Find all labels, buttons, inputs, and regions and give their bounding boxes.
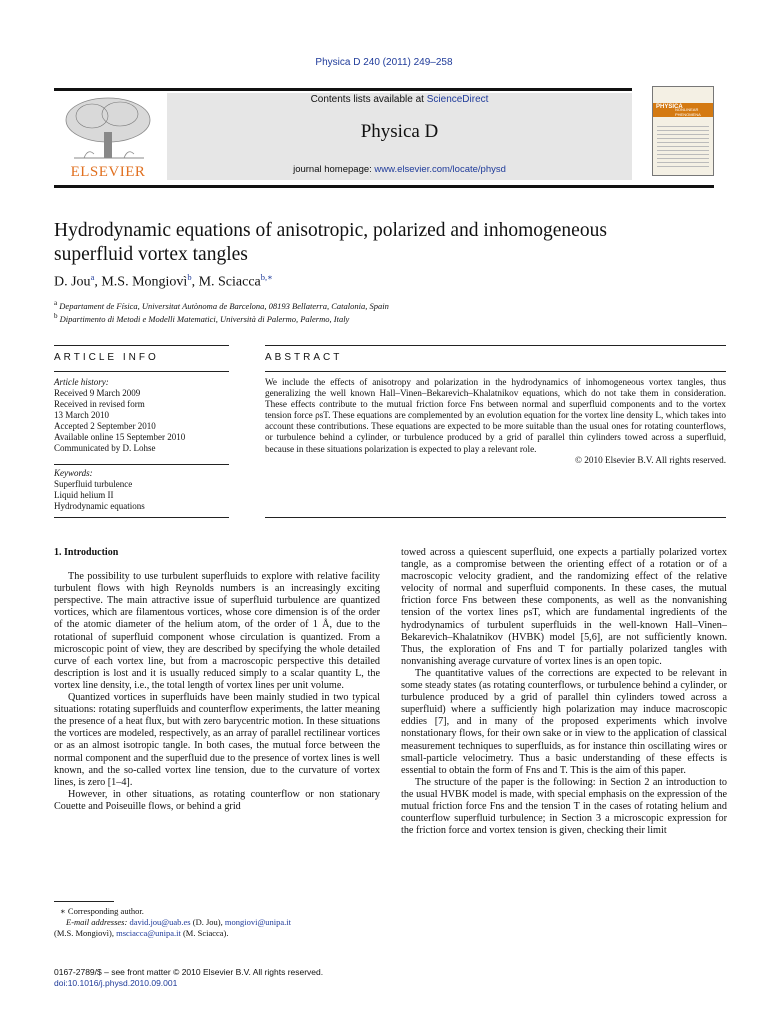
body-paragraph: Quantized vortices in superfluids have been mainly studied in two typical situations: rotating superfluids and counterflow experiments, the latter meaning the presence of a heat flux, but with zero barycentric motion. In these situations the vortices are modeled, respectively, as an array of parallel rectilinear vortices or as an almost isotropic tangle. In both cases, the mutual force between the normal component and the superfluid due to the presence of vortex lines is well known, and the so-called vortex line tension, due to the curvature of vortex lines, is zero [1–4]. [54, 692, 380, 788]
author-separator: , [94, 274, 102, 290]
history-entry: 13 March 2010 [54, 410, 109, 420]
keyword: Hydrodynamic equations [54, 501, 145, 511]
author-affiliation-mark[interactable]: b [187, 272, 192, 282]
corresponding-author-note: ∗ Corresponding author. [60, 906, 144, 916]
body-paragraph: However, in other situations, as rotating counterflow or non stationary Couette and Poiseuille flows, or behind a grid [54, 788, 380, 812]
body-paragraph: towed across a quiescent superfluid, one expects a partially polarized vortex tangle, as a compromise between the orienting effect of a rotation or of a macroscopic velocity gradient, and the randomizing effect of the relative velocity of normal and superfluid components. In these cases, the mutual friction force Fns between these components, as well as the nonvanishing tension of the vortex lines ρsT, which are fundamental ingredients of the hydrodynamics of turbulent superfluids in the well-known Hall–Vinen–Bekarevich–Khalatnikov (HVBK) model [5,6], are not sufficiently known. Thus, the exploration of Fns and T for partially polarized tangles with nonvanishing average curvature of vortex lines is an open topic. [401, 547, 727, 667]
email-line [54, 917, 384, 928]
abstract-top-rule [265, 345, 726, 346]
keyword: Liquid helium II [54, 490, 114, 500]
abstract-body [265, 377, 726, 466]
history-entry: Received 9 March 2009 [54, 388, 141, 398]
email-owner: (D. Jou), [190, 917, 225, 927]
author-list [54, 272, 714, 291]
email-label: E-mail addresses: [66, 917, 128, 927]
article-title-line-1: Hydrodynamic equations of anisotropic, polarized and inhomogeneous [54, 220, 607, 241]
keywords-label: Keywords: [54, 468, 93, 478]
author-name: M. Sciacca [198, 274, 261, 290]
affiliation-a [54, 299, 714, 311]
email-owner: (M. Sciacca). [180, 928, 229, 938]
abstract-copyright: © 2010 Elsevier B.V. All rights reserved. [575, 454, 726, 465]
keyword: Superfluid turbulence [54, 479, 133, 489]
email-link[interactable]: david.jou@uab.es [129, 917, 191, 927]
author-name: D. Jou [54, 274, 91, 290]
cover-subtitle: NONLINEAR PHENOMENA [675, 107, 701, 117]
history-entry: Available online 15 September 2010 [54, 432, 186, 442]
author-affiliation-mark[interactable]: a [90, 272, 95, 282]
masthead-bottom-rule [54, 185, 714, 188]
article-info-heading: ARTICLE INFO [54, 352, 159, 363]
author-separator: , [191, 274, 199, 290]
footnotes [54, 906, 384, 939]
body-left-column [54, 547, 380, 813]
article-title-line-2: superfluid vortex tangles [54, 244, 248, 265]
cover-title: PHYSICA [656, 104, 683, 110]
publisher-logo-text: ELSEVIER [70, 164, 146, 180]
body-paragraph: The structure of the paper is the following: in Section 2 an introduction to the usual HVBK model is made, with special emphasis on the expression of the mutual friction force Fns and the tension T in the cases of rotating helium and counterflow superfluid turbulence; in Section 3 a microscopic expression for the friction force and vortex tension is given, checking their limit [401, 776, 727, 837]
affiliation-text: Departament de Física, Universitat Autònoma de Barcelona, 08193 Bellaterra, Catalonia, Spain [59, 300, 389, 311]
journal-title: Physica D [360, 121, 439, 142]
homepage-prefix: journal homepage: [293, 164, 375, 175]
article-info-top-rule [54, 345, 229, 346]
email-line [54, 928, 384, 939]
abstract-bottom-rule [265, 517, 726, 518]
history-entry: Received in revised form [54, 399, 145, 409]
author-affiliation-mark[interactable]: b,∗ [260, 272, 273, 282]
footnote-rule [54, 901, 114, 902]
contents-prefix: Contents lists available at [310, 94, 427, 105]
history-entry: Accepted 2 September 2010 [54, 421, 156, 431]
journal-cover-thumbnail[interactable] [652, 86, 714, 176]
abstract-text: We include the effects of anisotropy and polarization in the hydrodynamics of inhomogeneous vortex tangles, thus generalizing the well known Hall–Vinen–Bekarevich–Khalatnikov equations, which do not take them in consideration. These effects contribute to the mutual friction force Fns between normal and superfluid components and to the vortex tension force ρsT. These equations are complemented by an evolution equation for the vortex line density L, which takes into account these contributions. These equations are expected to be more suitable than the usual ones for rotating counterflows, or turbulence behind a cylinder, or turbulence produced by a grid of parallel thin cylinders towed across a superfluid, because in these situations polarization is expected to play a relevant role. [265, 377, 726, 454]
body-right-column [401, 547, 727, 837]
doi-link[interactable]: doi:10.1016/j.physd.2010.09.001 [54, 978, 178, 988]
body-paragraph: The possibility to use turbulent superfluids to explore with relative facility turbulent flows with high Reynolds numbers is an increasingly exciting perspective. The main attractive issue of superfluid turbulence are quantized vortices, which are filamentous vortices, whose core dimension is of the order of the atomic diameter of the helium atom, of the order of 1 Å, due to the rotational of superfluid component whose circulation is quantized. From a microscopic point of view, they are described by specifying the whole detailed curve of each vortex line, but from a macroscopic perspective this detailed description is lost and it is usually reduced simply to a scalar quantity L, the vortex line density, i.e., the total length of vortex lines per unit volume. [54, 571, 380, 691]
masthead-top-rule [54, 88, 632, 91]
email-owner: (M.S. Mongiovì), [54, 928, 117, 938]
affiliation-b [54, 312, 714, 324]
history-entry: Communicated by D. Lohse [54, 443, 156, 453]
email-link[interactable]: msciacca@unipa.it [116, 928, 181, 938]
article-title [54, 219, 714, 267]
abstract-rule [265, 371, 726, 372]
affiliation-mark: b [54, 312, 58, 320]
issn-line: 0167-2789/$ – see front matter © 2010 Elsevier B.V. All rights reserved. [54, 967, 324, 977]
article-history [54, 377, 229, 454]
article-info-rule [54, 371, 229, 372]
section-heading: 1. Introduction [54, 547, 119, 558]
homepage-link[interactable]: www.elsevier.com/locate/physd [374, 164, 506, 175]
contents-line [167, 94, 632, 105]
cover-contents-lines [657, 123, 709, 169]
affiliation-mark: a [54, 299, 58, 307]
journal-homepage [167, 164, 632, 175]
journal-citation[interactable]: Physica D 240 (2011) 249–258 [315, 57, 453, 68]
abstract-heading: ABSTRACT [265, 352, 343, 363]
bottom-matter [54, 967, 384, 989]
author-name: M.S. Mongiovì [101, 274, 188, 290]
affiliation-text: Dipartimento di Metodi e Modelli Matematici, Università di Palermo, Palermo, Italy [59, 313, 350, 324]
keywords-rule [54, 464, 229, 465]
article-info-bottom-rule [54, 517, 229, 518]
body-paragraph: The quantitative values of the corrections are expected to be relevant in some steady states (as rotating counterflows, or turbulence behind a cylinder, or turbulence produced by a grid of parallel thin cylinders towed across a superfluid) where a sufficiently high polarization may induce macroscopic eddies [7], and in many of the proposed experiments which involve nonstationary flows, for their own sake or in view to the application of classical measurement techniques to superfluids, as for instance thin oscillating wires or small-particle velocimetry. Thus a basic understanding of these effects is essential to obtain the form of Fns and T. This is the aim of this paper. [401, 667, 727, 776]
email-link[interactable]: mongiovi@unipa.it [224, 917, 292, 927]
sciencedirect-link[interactable]: ScienceDirect [426, 94, 489, 105]
keywords-block [54, 468, 229, 512]
history-label: Article history: [54, 377, 109, 387]
